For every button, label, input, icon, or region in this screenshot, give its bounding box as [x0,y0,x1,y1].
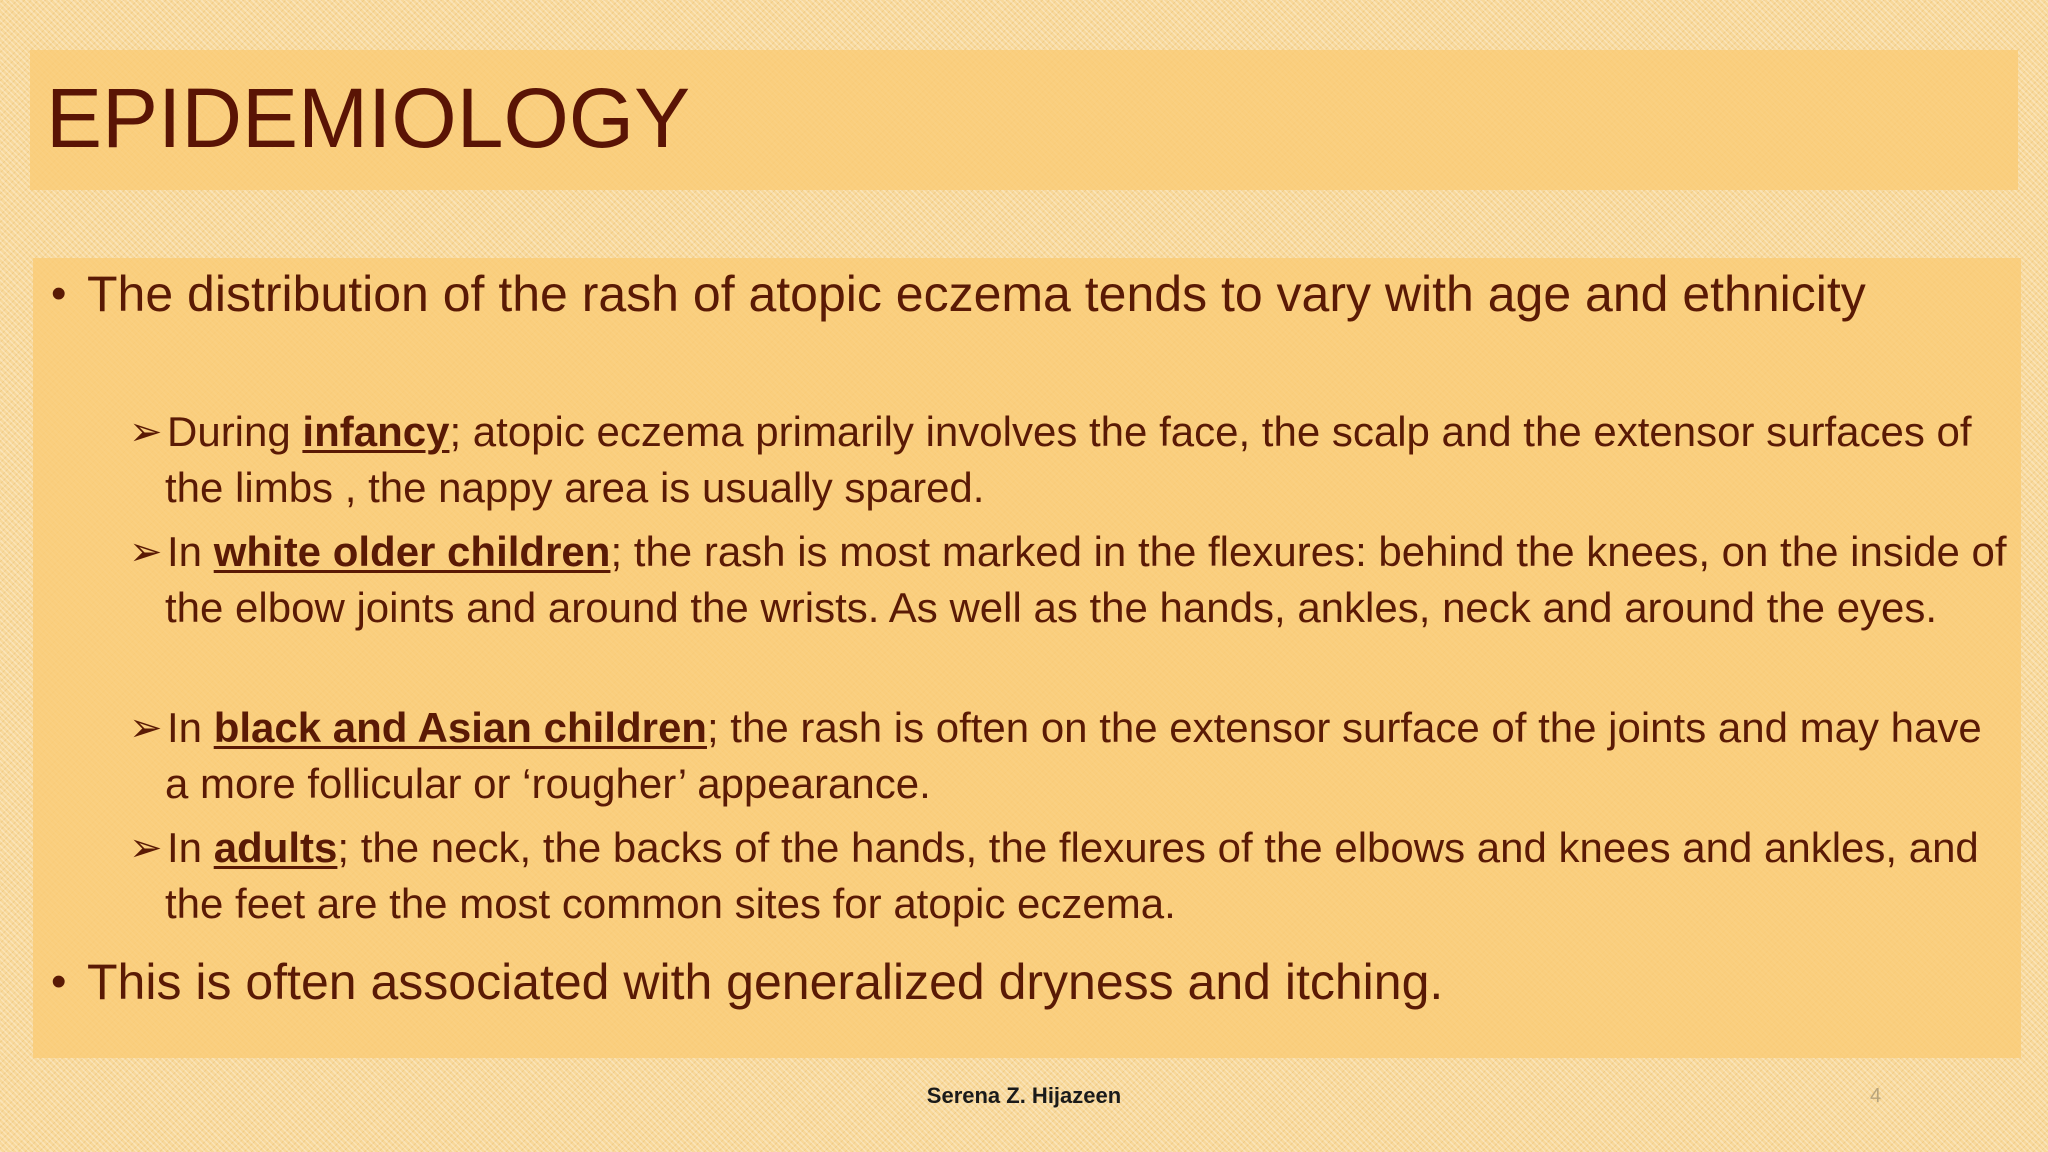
sub-bullet-text: ; the rash is often on the extensor surface of the joints and may have a more follicular or ‘rougher’ appearance. [165,704,1982,807]
sub-bullet-item [129,820,2009,932]
title-panel [30,50,2018,190]
bullet-dot-icon: • [51,957,67,1006]
sub-bullet-text: ; the neck, the backs of the hands, the flexures of the elbows and knees and ankles, and the feet are the most common sites for atopic eczema. [165,824,1979,927]
slide-title: EPIDEMIOLOGY [46,71,691,165]
arrow-bullet-icon: ➢ [129,826,163,870]
bullet-text: The distribution of the rash of atopic eczema tends to vary with age and ethnicity [87,266,1866,322]
bullet-text: This is often associated with generalized dryness and itching. [87,954,1444,1010]
sub-bullet-keyword: adults [213,824,338,871]
bullet-item [33,262,1993,326]
sub-bullet-prefix: In [167,528,214,575]
bullet-dot-icon: • [51,269,67,318]
arrow-bullet-icon: ➢ [129,706,163,750]
slide-page-number: 4 [1870,1085,1882,1107]
arrow-bullet-icon: ➢ [129,410,163,454]
sub-bullet-prefix: In [167,824,214,871]
sub-bullet-keyword: black and Asian children [213,704,707,751]
arrow-bullet-icon: ➢ [129,530,163,574]
footer-author: Serena Z. Hijazeen [926,1083,1122,1108]
sub-bullet-text: ; atopic eczema primarily involves the face, the scalp and the extensor surfaces of the limbs , the nappy area is usually spared. [165,408,1972,511]
sub-bullet-prefix: During [167,408,303,455]
sub-bullet-item [129,700,2009,812]
bullet-item [33,950,1993,1014]
sub-bullet-item [129,404,2009,516]
sub-bullet-text: ; the rash is most marked in the flexures: behind the knees, on the inside of the elbow joints and around the wrists. As well as the hands, ankles, neck and around the eyes. [165,528,2007,631]
sub-bullet-keyword: infancy [302,408,450,455]
sub-bullet-keyword: white older children [213,528,611,575]
sub-bullet-item [129,524,2009,636]
sub-bullet-prefix: In [167,704,214,751]
content-panel [33,258,2021,1058]
